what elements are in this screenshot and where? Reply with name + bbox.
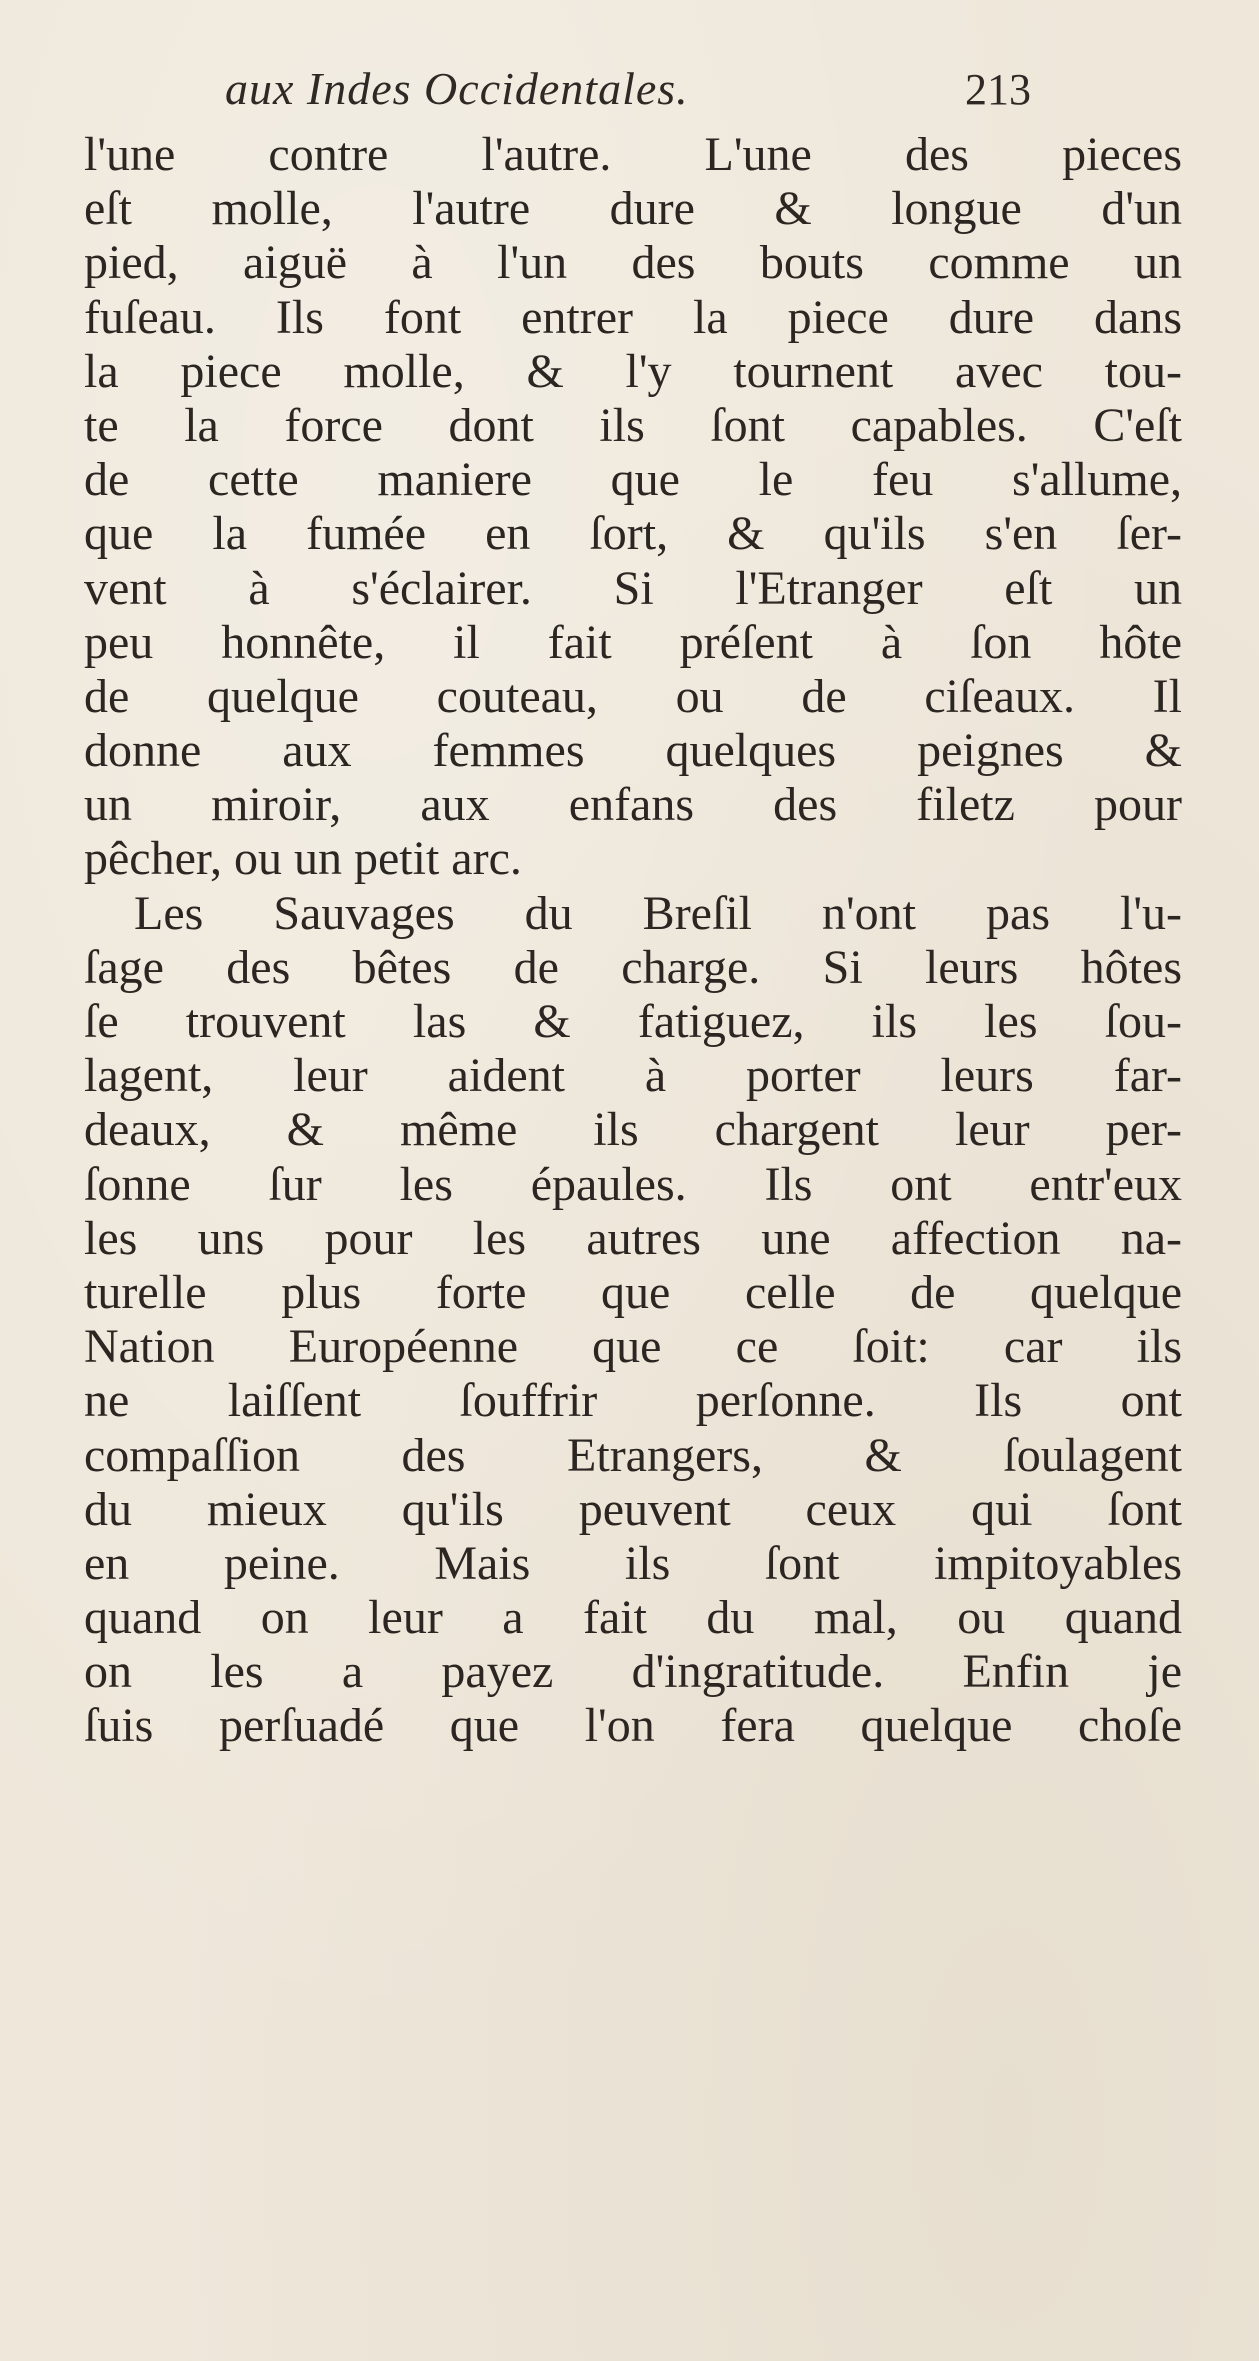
text-line: pied, aiguë à l'un des bouts comme un (84, 236, 1182, 290)
text-line: donne aux femmes quelques peignes & (84, 724, 1182, 778)
text-line: du mieux qu'ils peuvent ceux qui ſont (84, 1482, 1182, 1536)
text-line: deaux, & même ils chargent leur per- (84, 1103, 1182, 1157)
text-line: lagent, leur aident à porter leurs far- (84, 1049, 1182, 1103)
text-line: ſuis perſuadé que l'on fera quelque choſe (84, 1699, 1182, 1753)
page-number: 213 (965, 65, 1031, 114)
text-line: de quelque couteau, ou de ciſeaux. Il (84, 669, 1182, 723)
text-line: vent à s'éclairer. Si l'Etranger eſt un (84, 561, 1182, 615)
running-title: aux Indes Occidentales. (225, 63, 689, 114)
text-line: un miroir, aux enfans des filetz pour (84, 778, 1182, 832)
text-line: compaſſion des Etrangers, & ſoulagent (84, 1428, 1182, 1482)
text-line: de cette maniere que le feu s'allume, (84, 453, 1182, 507)
text-line: ſage des bêtes de charge. Si leurs hôtes (84, 940, 1182, 994)
text-line: turelle plus forte que celle de quelque (84, 1265, 1182, 1319)
page-header (0, 62, 1259, 132)
text-line: pêcher, ou un petit arc. (84, 832, 522, 886)
text-line: ſonne ſur les épaules. Ils ont entr'eux (84, 1157, 1182, 1211)
text-line: ne laiſſent ſouffrir perſonne. Ils ont (84, 1374, 1182, 1428)
text-line: les uns pour les autres une affection na- (84, 1211, 1182, 1265)
text-line: fuſeau. Ils font entrer la piece dure dans (84, 290, 1182, 344)
body-text (84, 128, 1182, 1754)
text-line: eſt molle, l'autre dure & longue d'un (84, 182, 1182, 236)
text-line: Nation Européenne que ce ſoit: car ils (84, 1320, 1182, 1374)
text-line: l'une contre l'autre. L'une des pieces (84, 128, 1182, 181)
text-line: Les Sauvages du Breſil n'ont pas l'u- (134, 886, 1182, 940)
text-line: peu honnête, il fait préſent à ſon hôte (84, 615, 1182, 669)
text-line: en peine. Mais ils ſont impitoyables (84, 1536, 1182, 1590)
text-line: te la force dont ils ſont capables. C'eſt (84, 398, 1182, 452)
text-line: quand on leur a fait du mal, ou quand (84, 1591, 1182, 1645)
text-line: on les a payez d'ingratitude. Enfin je (84, 1645, 1182, 1699)
text-line: ſe trouvent las & fatiguez, ils les ſou- (84, 995, 1182, 1048)
text-line: la piece molle, & l'y tournent avec tou- (84, 344, 1182, 398)
text-line: que la fumée en ſort, & qu'ils s'en ſer- (84, 507, 1182, 561)
